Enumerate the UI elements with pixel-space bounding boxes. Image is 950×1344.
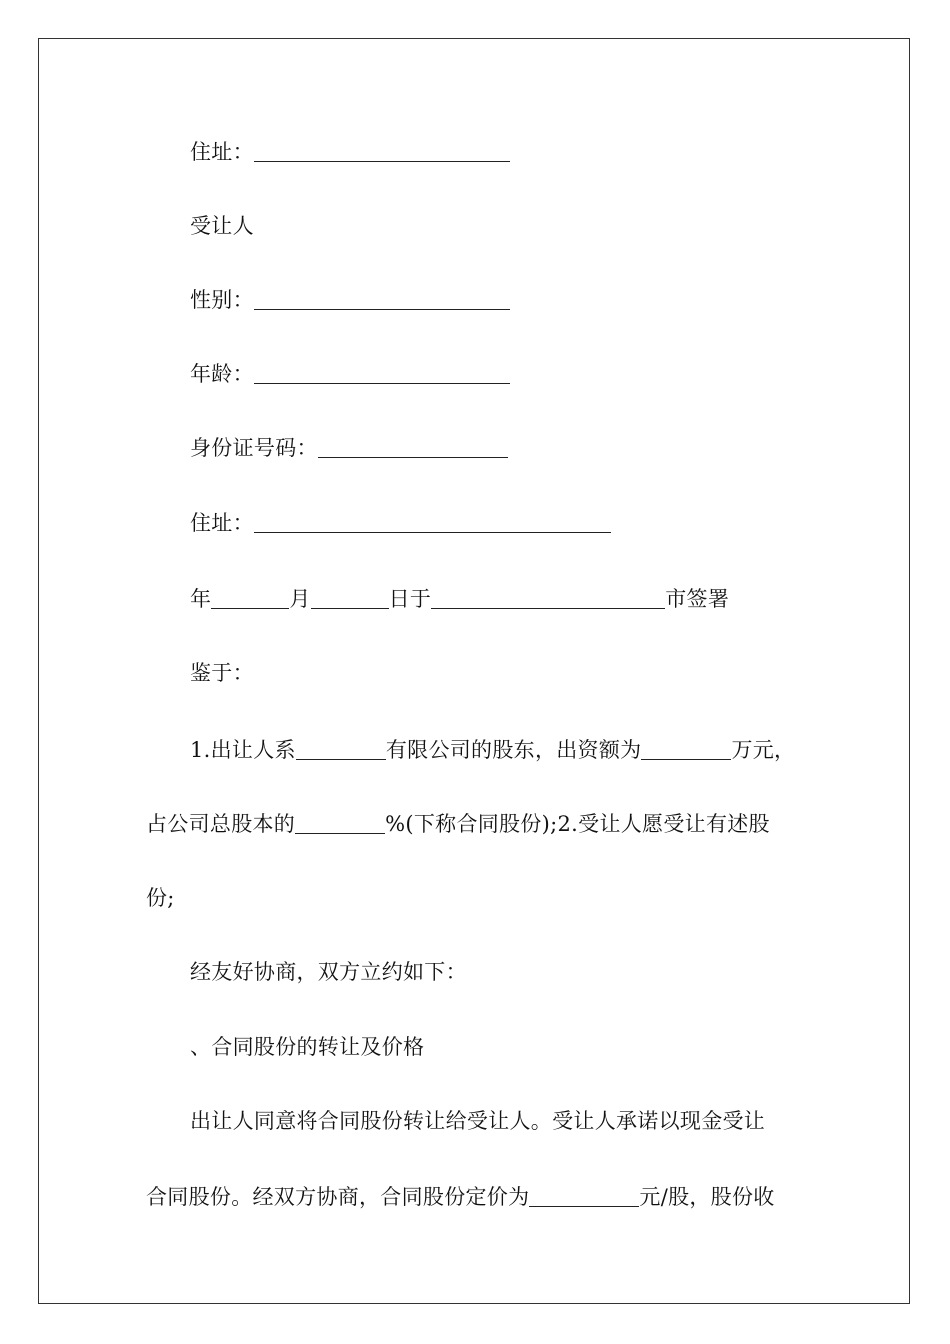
gender-label: 性别： (190, 288, 254, 312)
transferee-heading: 受让人 (190, 214, 254, 238)
year-blank (211, 586, 289, 609)
share-percent-blank (295, 811, 385, 834)
day-label: 日于 (388, 587, 432, 611)
clause-text-a: 合同股份。经双方协商，合同股份定价为 (146, 1185, 530, 1209)
transferee-address-line (190, 506, 611, 540)
address-blank (254, 139, 510, 162)
address-blank (254, 510, 611, 533)
id-number-blank (318, 435, 508, 458)
id-number-label: 身份证号码： (190, 436, 318, 460)
company-name-blank (296, 737, 386, 760)
section-heading: 、合同股份的转让及价格 (190, 1035, 425, 1059)
address-label: 住址： (190, 140, 254, 164)
age-line (190, 357, 510, 391)
recital-line-3: 份; (146, 886, 175, 910)
capital-amount-blank (641, 737, 731, 760)
age-blank (254, 361, 510, 384)
clause-line-2 (146, 1180, 775, 1214)
clause-line-1: 出让人同意将合同股份转让给受让人。受让人承诺以现金受让 (190, 1109, 766, 1133)
recital-text-e: %(下称合同股份);2.受让人愿受让有述股 (385, 812, 770, 836)
recital-text-d: 占公司总股本的 (146, 812, 296, 836)
whereas-heading: 鉴于： (190, 661, 254, 685)
recital-line-2 (146, 807, 770, 841)
month-label: 月 (289, 587, 311, 611)
transferor-address-line (190, 135, 510, 169)
address-label: 住址： (190, 511, 254, 535)
clause-text-b: 元/股，股份收 (639, 1185, 775, 1209)
recital-text-c: 万元， (731, 738, 796, 762)
recital-line-1 (190, 733, 795, 767)
price-blank (529, 1184, 639, 1207)
year-label: 年 (190, 587, 212, 611)
signing-date-line (190, 582, 729, 616)
city-signed-label: 市签署 (665, 587, 730, 611)
id-number-line (190, 431, 508, 465)
age-label: 年龄： (190, 362, 254, 386)
month-blank (311, 586, 389, 609)
city-blank (431, 586, 665, 609)
gender-line (190, 283, 510, 317)
agreement-intro: 经友好协商，双方立约如下： (190, 960, 467, 984)
recital-text-b: 有限公司的股东，出资额为 (385, 738, 642, 762)
gender-blank (254, 287, 510, 310)
recital-text-a: 1.出让人系 (190, 738, 296, 762)
